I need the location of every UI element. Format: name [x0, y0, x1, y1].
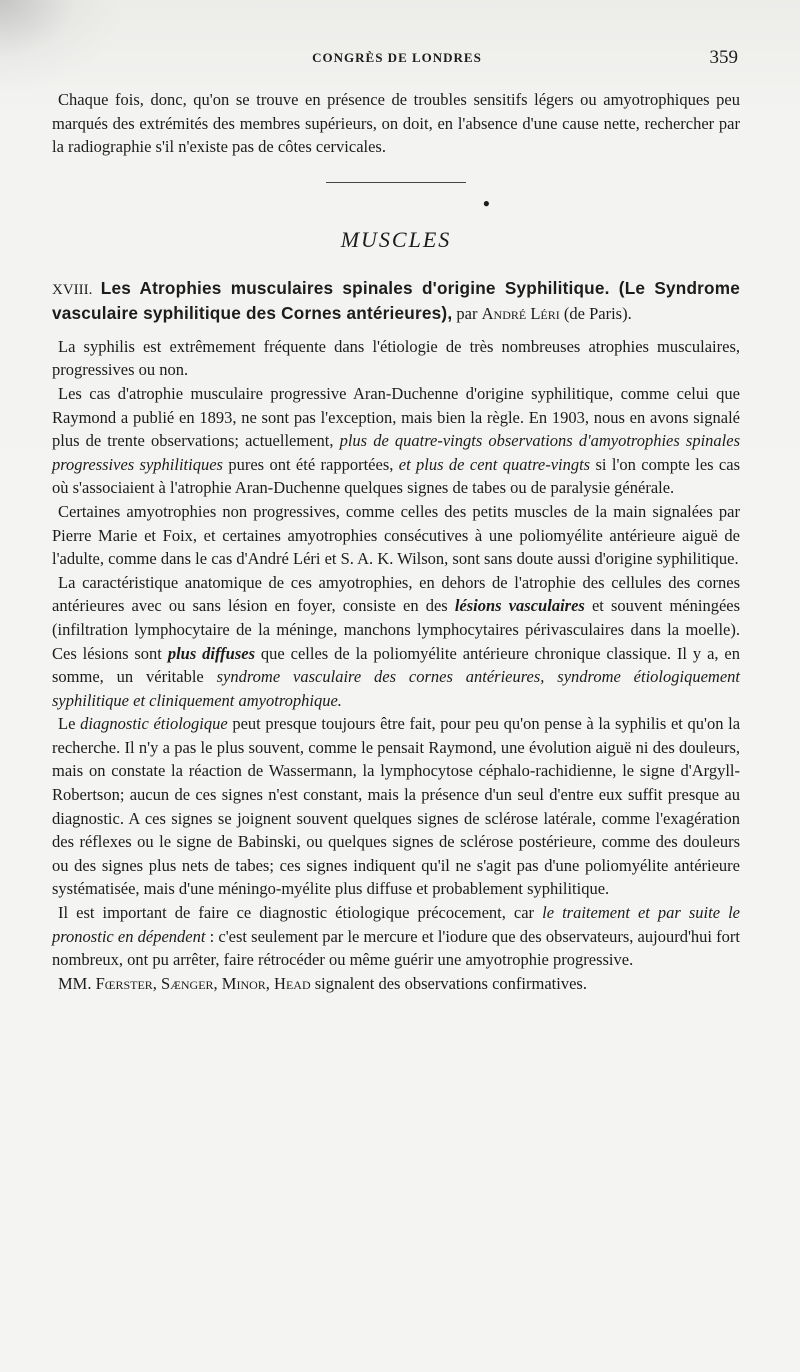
- paragraph-5: [52, 712, 740, 901]
- paragraph-2: [52, 382, 740, 500]
- section-heading: MUSCLES: [340, 226, 452, 252]
- paragraph-6-emphasis: le traitement et par suite le pronostic en dépendent: [52, 903, 741, 946]
- page-body: [52, 88, 740, 995]
- paragraph-5-emphasis: diagnostic étiologique: [80, 714, 228, 734]
- article-affiliation: (de Paris).: [563, 303, 632, 323]
- section-divider-rule: [326, 182, 466, 183]
- paragraph-4-text-c: que celles de la poliomyélite antérieure chronique classique. Il y a, en somme, un véritable: [52, 643, 740, 687]
- paragraph-7-names: Fœrster, Sænger, Minor, Head: [95, 973, 311, 993]
- running-head: [56, 47, 738, 72]
- bullet-ornament-icon: ●: [482, 195, 490, 210]
- article-author: André Léri: [481, 303, 560, 323]
- paragraph-2-text-a: Les cas d'atrophie musculaire progressive Aran-Duchenne d'origine syphilitique, comme celui que Raymond a publié en 1893, ne sont pas l'exception, mais bien la règle. En 1903, nous en avons signalé plus de trente observations; actuellement,: [52, 383, 740, 451]
- paragraph-6-text-b: : c'est seulement par le mercure et l'iodure que des observateurs, aujourd'hui fort nombreux, ont pu arrêter, faire rétrocéder ou même guérir une amyotrophie progressive.: [52, 926, 741, 970]
- article-title-text: Les Atrophies musculaires spinales d'origine Syphilitique. (Le Syndrome vasculaire syphilitique des Cornes antérieures),: [52, 277, 741, 323]
- paragraph-7-text-a: MM.: [58, 973, 92, 993]
- paragraph-4-text-b: et souvent méningées (infiltration lymphocytaire de la méninge, manchons lymphocytaires périvasculaires dans la moelle). Ces lésions sont: [52, 596, 741, 663]
- paragraph-4-text-a: La caractéristique anatomique de ces amyotrophies, en dehors de l'atrophie des cellules des cornes antérieures avec ou sans lésion en foyer, consiste en des: [52, 572, 740, 616]
- paragraph-3: Certaines amyotrophies non progressives, comme celles des petits muscles de la main signalées par Pierre Marie et Foix, et certaines amyotrophies consécutives à une poliomyélite antérieure aiguë de l'adulte, comme dans le cas d'André Léri et S. A. K. Wilson, sont sans doute aussi d'origine syphilitique.: [52, 501, 740, 569]
- paragraph-6: [52, 901, 740, 972]
- page-corner-shadow: [0, 0, 120, 90]
- paragraph-6-text-a: Il est important de faire ce diagnostic étiologique précocement, car: [58, 903, 535, 923]
- paragraph-4: [52, 571, 740, 713]
- paragraph-2-text-c: si l'on compte les cas où s'associaient à l'atrophie Aran-Duchenne quelques signes de tabes ou de paralysie générale.: [52, 454, 741, 498]
- paragraph-2-emphasis-b: et plus de cent quatre-vingts: [398, 454, 591, 474]
- article-by: par: [456, 303, 478, 323]
- paragraph-4-emphasis-b: plus diffuses: [167, 643, 256, 663]
- intro-paragraph: Chaque fois, donc, qu'on se trouve en présence de troubles sensitifs légers ou amyotrophiques peu marqués des extrémités des membres supérieurs, on doit, en l'absence d'une cause nette, rechercher par la radiographie s'il n'existe pas de côtes cervicales.: [52, 90, 740, 157]
- paragraph-2-emphasis-a: plus de quatre-vingts observations d'amyotrophies spinales progressives syphilitiques: [52, 431, 740, 474]
- paragraph-4-emphasis-a: lésions vasculaires: [454, 596, 585, 616]
- paragraph-7: [52, 972, 740, 996]
- spacer: [52, 325, 740, 335]
- article-number: XVIII.: [52, 281, 93, 298]
- paragraph-5-text-b: peut presque toujours être fait, pour peu qu'on pense à la syphilis et qu'on la recherche. Il n'y a pas le plus souvent, comme le pensait Raymond, une évolution aiguë ni des douleurs, mais on constate la réaction de Wassermann, la lymphocytose céphalo-rachidienne, le signe d'Argyll-Robertson; aucun de ces signes n'est constant, mais la présence d'un seul d'entre eux suffit presque au diagnostic. A ces signes se joignent souvent quelques signes de sclérose latérale, comme l'exagération des réflexes ou le signe de Babinski, ou quelques signes de sclérose postérieure, comme des douleurs ou des signes plus nets de tabes; ces signes indiquent qu'il ne s'agit pas d'une poliomyélite antérieure systématisée, mais d'une méningo-myélite plus diffuse et probablement syphilitique.: [52, 714, 741, 899]
- page-number: 359: [709, 47, 738, 68]
- paragraph-1: La syphilis est extrêmement fréquente dans l'étiologie de très nombreuses atrophies musculaires, progressives ou non.: [52, 336, 740, 380]
- running-title: CONGRÈS DE LONDRES: [312, 50, 482, 65]
- paragraph-5-text-a: Le: [58, 714, 76, 734]
- paragraph-4-emphasis-c: syndrome vasculaire des cornes antérieures, syndrome étiologiquement syphilitique et cliniquement amyotrophique.: [52, 667, 740, 710]
- paragraph-2-text-b: pures ont été rapportées,: [228, 454, 394, 474]
- paragraph-7-text-b: signalent des observations confirmatives.: [314, 973, 587, 993]
- article-title: [52, 277, 740, 325]
